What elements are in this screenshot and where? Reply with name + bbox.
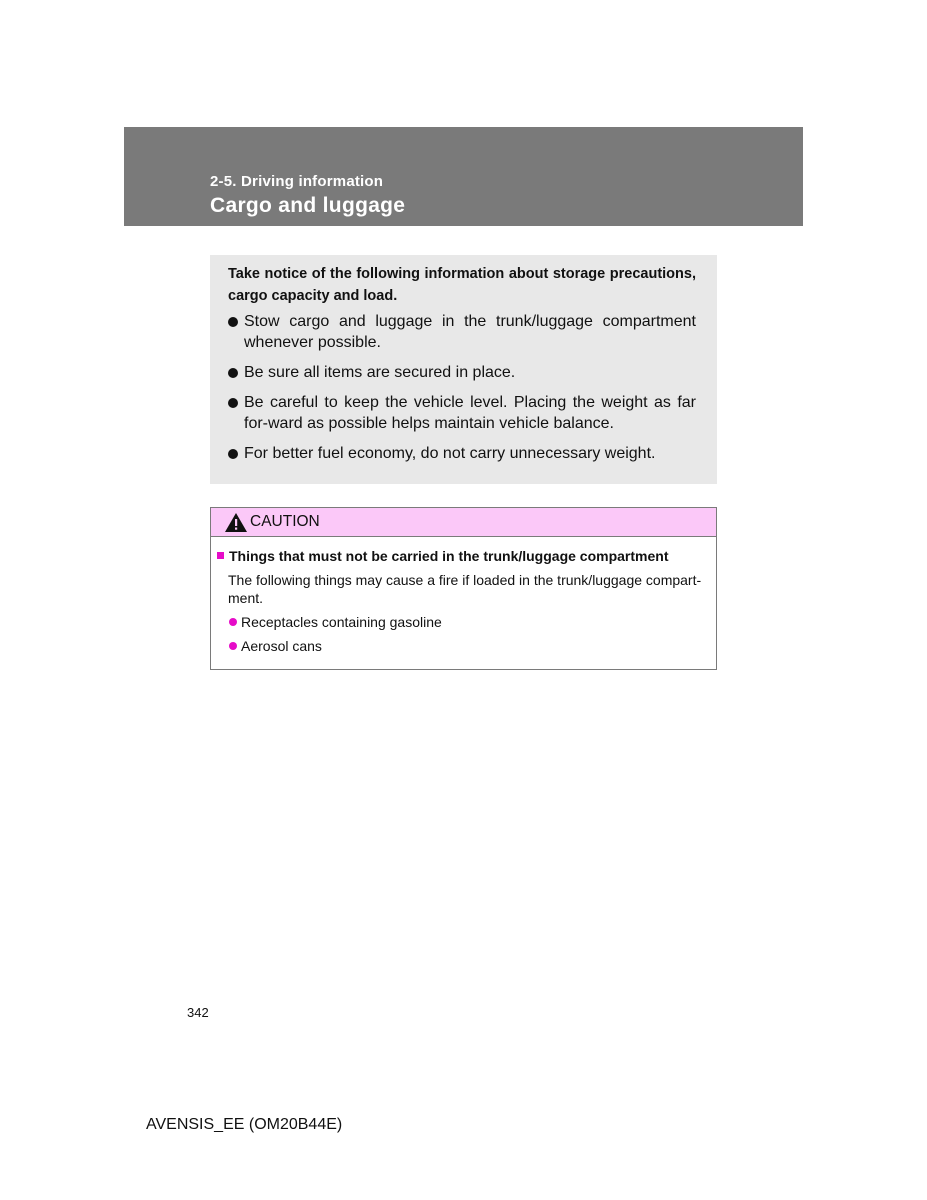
list-item-text: For better fuel economy, do not carry unnecessary weight. — [244, 445, 656, 462]
bullet-icon — [228, 398, 238, 408]
caution-text: The following things may cause a fire if loaded in the trunk/luggage compart-ment. — [228, 572, 702, 606]
caution-body — [211, 537, 716, 655]
bullet-icon — [229, 618, 237, 626]
list-item — [228, 637, 708, 655]
caution-title: CAUTION — [250, 513, 320, 530]
list-item-text: Stow cargo and luggage in the trunk/luggage compartment whenever possible. — [244, 313, 696, 351]
caution-heading-text: Things that must not be carried in the trunk/luggage compartment — [229, 548, 669, 564]
section-label: 2-5. Driving information — [210, 173, 384, 190]
list-item-text: Be careful to keep the vehicle level. Placing the weight as far for-ward as possible helps maintain vehicle balance. — [244, 394, 696, 432]
caution-box — [210, 507, 717, 670]
bullet-icon — [228, 449, 238, 459]
warning-triangle-icon — [224, 512, 248, 533]
caution-header — [211, 508, 716, 537]
notice-list — [228, 311, 696, 464]
list-item — [228, 311, 696, 353]
list-item — [228, 613, 708, 631]
notice-box — [210, 255, 717, 484]
bullet-icon — [228, 317, 238, 327]
list-item — [228, 443, 696, 464]
page-number: 342 — [187, 1005, 209, 1020]
square-bullet-icon — [217, 552, 224, 559]
bullet-icon — [228, 368, 238, 378]
bullet-icon — [229, 642, 237, 650]
caution-heading — [217, 547, 708, 565]
caution-list — [228, 613, 708, 655]
list-item-text: Be sure all items are secured in place. — [244, 364, 516, 381]
list-item — [228, 392, 696, 434]
section-header-band — [124, 127, 803, 226]
list-item-text: Receptacles containing gasoline — [241, 614, 442, 630]
notice-intro: Take notice of the following information about storage precautions, cargo capacity and load. — [228, 266, 696, 304]
list-item-text: Aerosol cans — [241, 638, 322, 654]
page-title: Cargo and luggage — [210, 194, 406, 217]
list-item — [228, 362, 696, 383]
document-code: AVENSIS_EE (OM20B44E) — [146, 1116, 343, 1133]
